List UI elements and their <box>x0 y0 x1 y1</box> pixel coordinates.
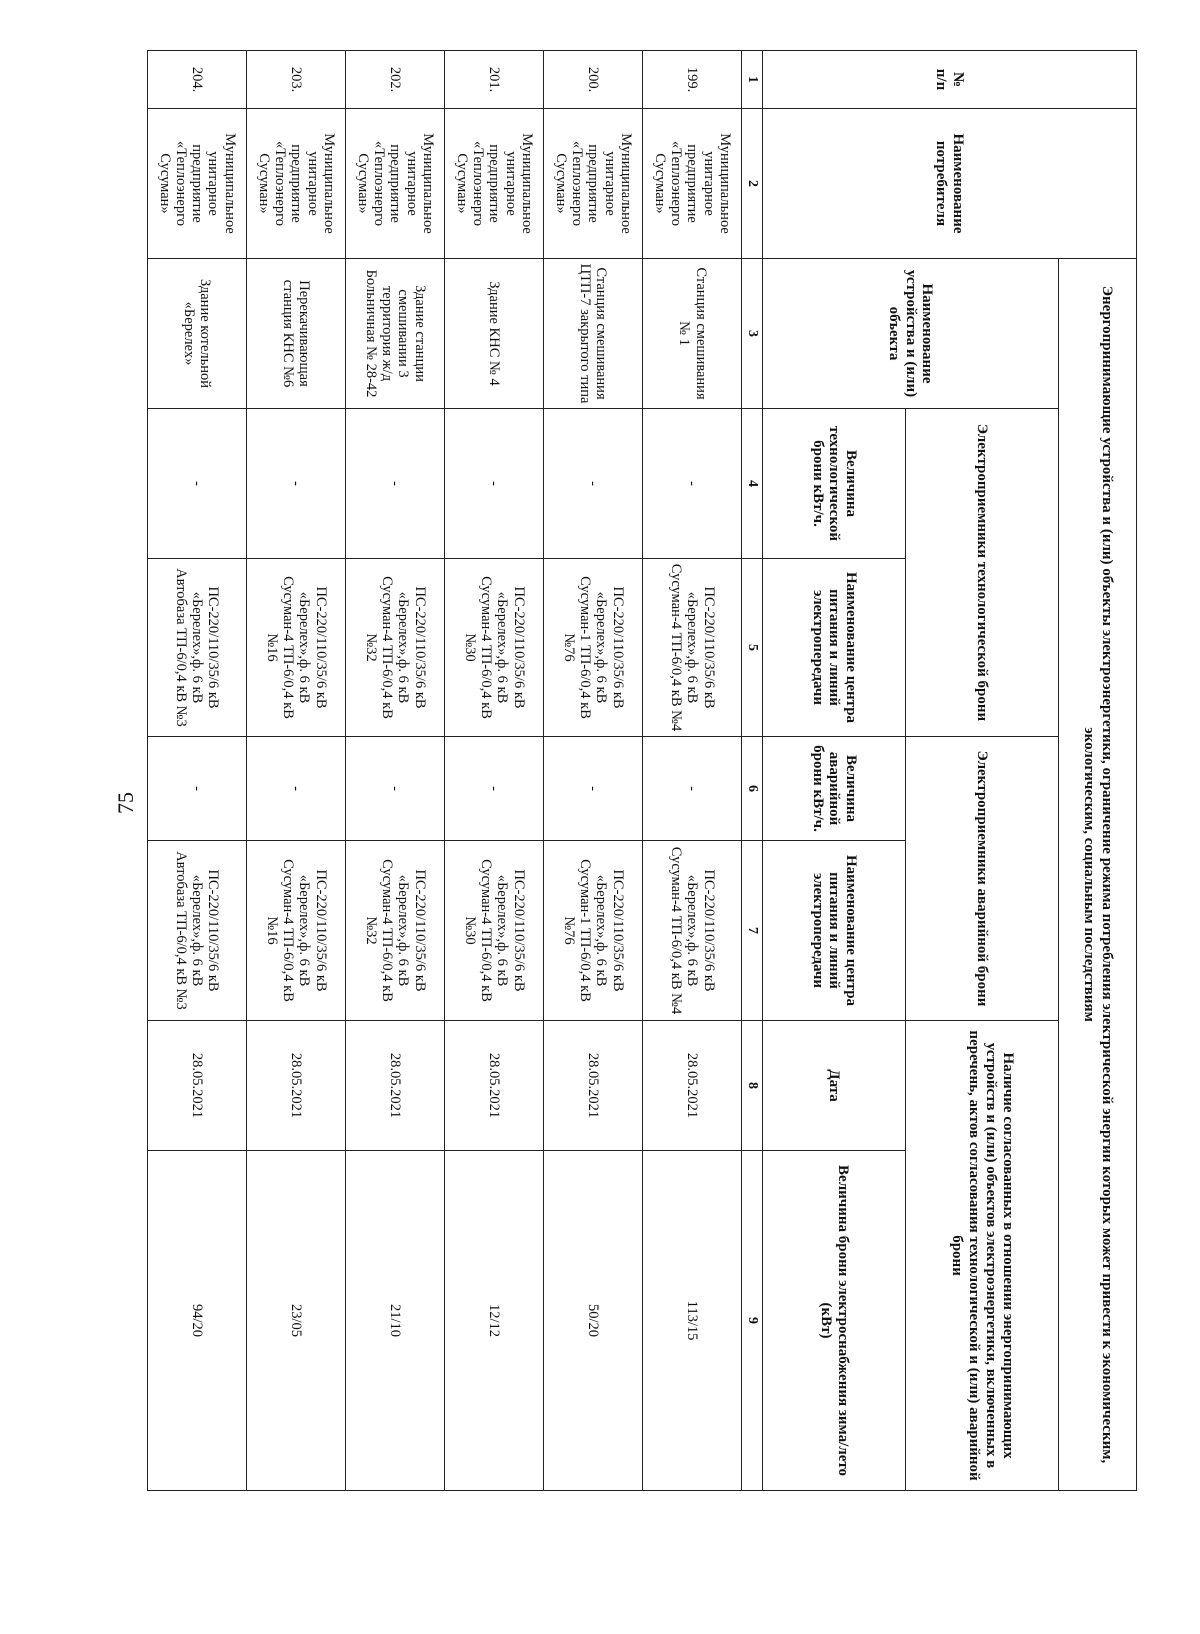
row-date: 28.05.2021 <box>247 1021 346 1151</box>
column-number: 4 <box>742 409 762 559</box>
row-tech-source: ПС-220/110/35/6 кВ «Берелех»,ф. 6 кВ Сусуман-4 ТП-6/0,4 кВ №16 <box>247 559 346 737</box>
header-tech-source: Наименование центра питания и линий электропередачи <box>762 559 906 737</box>
row-tech-value: - <box>445 409 544 559</box>
table-row <box>643 51 742 1491</box>
row-emer-value: - <box>445 737 544 841</box>
column-number: 5 <box>742 559 762 737</box>
row-bron: 21/10 <box>346 1151 445 1491</box>
header-num: № п/п <box>762 51 1136 109</box>
header-emer-bron: Электроприемники аварийной брони <box>906 737 1058 1021</box>
row-emer-value: - <box>346 737 445 841</box>
row-date: 28.05.2021 <box>445 1021 544 1151</box>
row-number: 201. <box>445 51 544 109</box>
table-row <box>445 51 544 1491</box>
table-row <box>346 51 445 1491</box>
column-number: 9 <box>742 1151 762 1491</box>
row-object: Станция смешивания № 1 <box>643 259 742 409</box>
row-emer-source: ПС-220/110/35/6 кВ «Берелех»,ф. 6 кВ Автобаза ТП-6/0,4 кВ №3 <box>148 841 247 1021</box>
row-consumer: Муниципальное унитарное предприятие «Теплоэнерго Сусуман» <box>445 109 544 259</box>
row-number: 199. <box>643 51 742 109</box>
row-emer-value: - <box>247 737 346 841</box>
table-row <box>544 51 643 1491</box>
row-consumer: Муниципальное унитарное предприятие «Теплоэнерго Сусуман» <box>247 109 346 259</box>
row-emer-value: - <box>544 737 643 841</box>
row-consumer: Муниципальное унитарное предприятие «Теплоэнерго Сусуман» <box>544 109 643 259</box>
reservation-table <box>147 50 1137 1491</box>
header-title: Энергопринимающие устройства и (или) объекты электроэнергетики, ограничение режима потребления электрической энергии которых может привести к экономическим, экологическим, социальным последствиям <box>1058 259 1136 1491</box>
header-consumer: Наименование потребителя <box>762 109 1136 259</box>
row-tech-source: ПС-220/110/35/6 кВ «Берелех»,ф. 6 кВ Сусуман-1 ТП-6/0,4 кВ №76 <box>544 559 643 737</box>
row-tech-source: ПС-220/110/35/6 кВ «Берелех»,ф. 6 кВ Сусуман-4 ТП-6/0,4 кВ №32 <box>346 559 445 737</box>
row-tech-value: - <box>346 409 445 559</box>
row-emer-source: ПС-220/110/35/6 кВ «Берелех»,ф. 6 кВ Сусуман-4 ТП-6/0,4 кВ №32 <box>346 841 445 1021</box>
header-emer-value: Величина аварийной брони кВт/ч. <box>762 737 906 841</box>
row-tech-source: ПС-220/110/35/6 кВ «Берелех»,ф. 6 кВ Автобаза ТП-6/0,4 кВ №3 <box>148 559 247 737</box>
row-emer-source: ПС-220/110/35/6 кВ «Берелех»,ф. 6 кВ Сусуман-4 ТП-6/0,4 кВ №4 <box>643 841 742 1021</box>
header-bron: Величина брони электроснабжения зима/лето (кВт) <box>762 1151 906 1491</box>
row-number: 203. <box>247 51 346 109</box>
page-number: 75 <box>113 792 138 814</box>
row-date: 28.05.2021 <box>148 1021 247 1151</box>
row-emer-source: ПС-220/110/35/6 кВ «Берелех»,ф. 6 кВ Сусуман-4 ТП-6/0,4 кВ №16 <box>247 841 346 1021</box>
reservation-table-wrapper <box>147 50 1137 1490</box>
row-bron: 50/20 <box>544 1151 643 1491</box>
column-number: 2 <box>742 109 762 259</box>
table-row <box>148 51 247 1491</box>
row-tech-source: ПС-220/110/35/6 кВ «Берелех»,ф. 6 кВ Сусуман-4 ТП-6/0,4 кВ №30 <box>445 559 544 737</box>
header-date: Дата <box>762 1021 906 1151</box>
row-consumer: Муниципальное унитарное предприятие «Теплоэнерго Сусуман» <box>643 109 742 259</box>
header-agreed: Наличие согласованных в отношении энергопринимающих устройств и (или) объектов электроэнергетики, включенных в перечень, актов согласования технологической и (или) аварийной брони <box>906 1021 1058 1491</box>
row-tech-value: - <box>148 409 247 559</box>
header-tech-bron: Электроприемники технологической брони <box>906 409 1058 737</box>
row-bron: 23/05 <box>247 1151 346 1491</box>
column-number: 1 <box>742 51 762 109</box>
column-number: 7 <box>742 841 762 1021</box>
column-number: 8 <box>742 1021 762 1151</box>
row-bron: 94/20 <box>148 1151 247 1491</box>
row-object: Здание станции смешивании 3 территория ж/д Больничная № 28-42 <box>346 259 445 409</box>
row-emer-source: ПС-220/110/35/6 кВ «Берелех»,ф. 6 кВ Сусуман-4 ТП-6/0,4 кВ №30 <box>445 841 544 1021</box>
row-bron: 12/12 <box>445 1151 544 1491</box>
row-date: 28.05.2021 <box>544 1021 643 1151</box>
row-emer-source: ПС-220/110/35/6 кВ «Берелех»,ф. 6 кВ Сусуман-1 ТП-6/0,4 кВ №76 <box>544 841 643 1021</box>
row-number: 200. <box>544 51 643 109</box>
column-numbers-row <box>742 51 762 1491</box>
row-bron: 113/15 <box>643 1151 742 1491</box>
header-tech-value: Величина технологической брони кВт/ч. <box>762 409 906 559</box>
row-object: Здание КНС № 4 <box>445 259 544 409</box>
row-tech-value: - <box>544 409 643 559</box>
row-date: 28.05.2021 <box>643 1021 742 1151</box>
row-tech-source: ПС-220/110/35/6 кВ «Берелех»,ф. 6 кВ Сусуман-4 ТП-6/0,4 кВ №4 <box>643 559 742 737</box>
row-consumer: Муниципальное унитарное предприятие «Теплоэнерго Сусуман» <box>148 109 247 259</box>
header-emer-source: Наименование центра питания и линий электропередачи <box>762 841 906 1021</box>
row-tech-value: - <box>643 409 742 559</box>
column-number: 6 <box>742 737 762 841</box>
row-consumer: Муниципальное унитарное предприятие «Теплоэнерго Сусуман» <box>346 109 445 259</box>
row-emer-value: - <box>148 737 247 841</box>
row-emer-value: - <box>643 737 742 841</box>
row-date: 28.05.2021 <box>346 1021 445 1151</box>
table-row <box>247 51 346 1491</box>
row-tech-value: - <box>247 409 346 559</box>
row-object: Перекачивающая станция КНС №6 <box>247 259 346 409</box>
header-object: Наименование устройства и (или) объекта <box>762 259 1058 409</box>
row-object: Здание котельной «Берелех» <box>148 259 247 409</box>
row-number: 202. <box>346 51 445 109</box>
row-object: Станция смешивания ЦТП-7 закрытого типа <box>544 259 643 409</box>
row-number: 204. <box>148 51 247 109</box>
column-number: 3 <box>742 259 762 409</box>
